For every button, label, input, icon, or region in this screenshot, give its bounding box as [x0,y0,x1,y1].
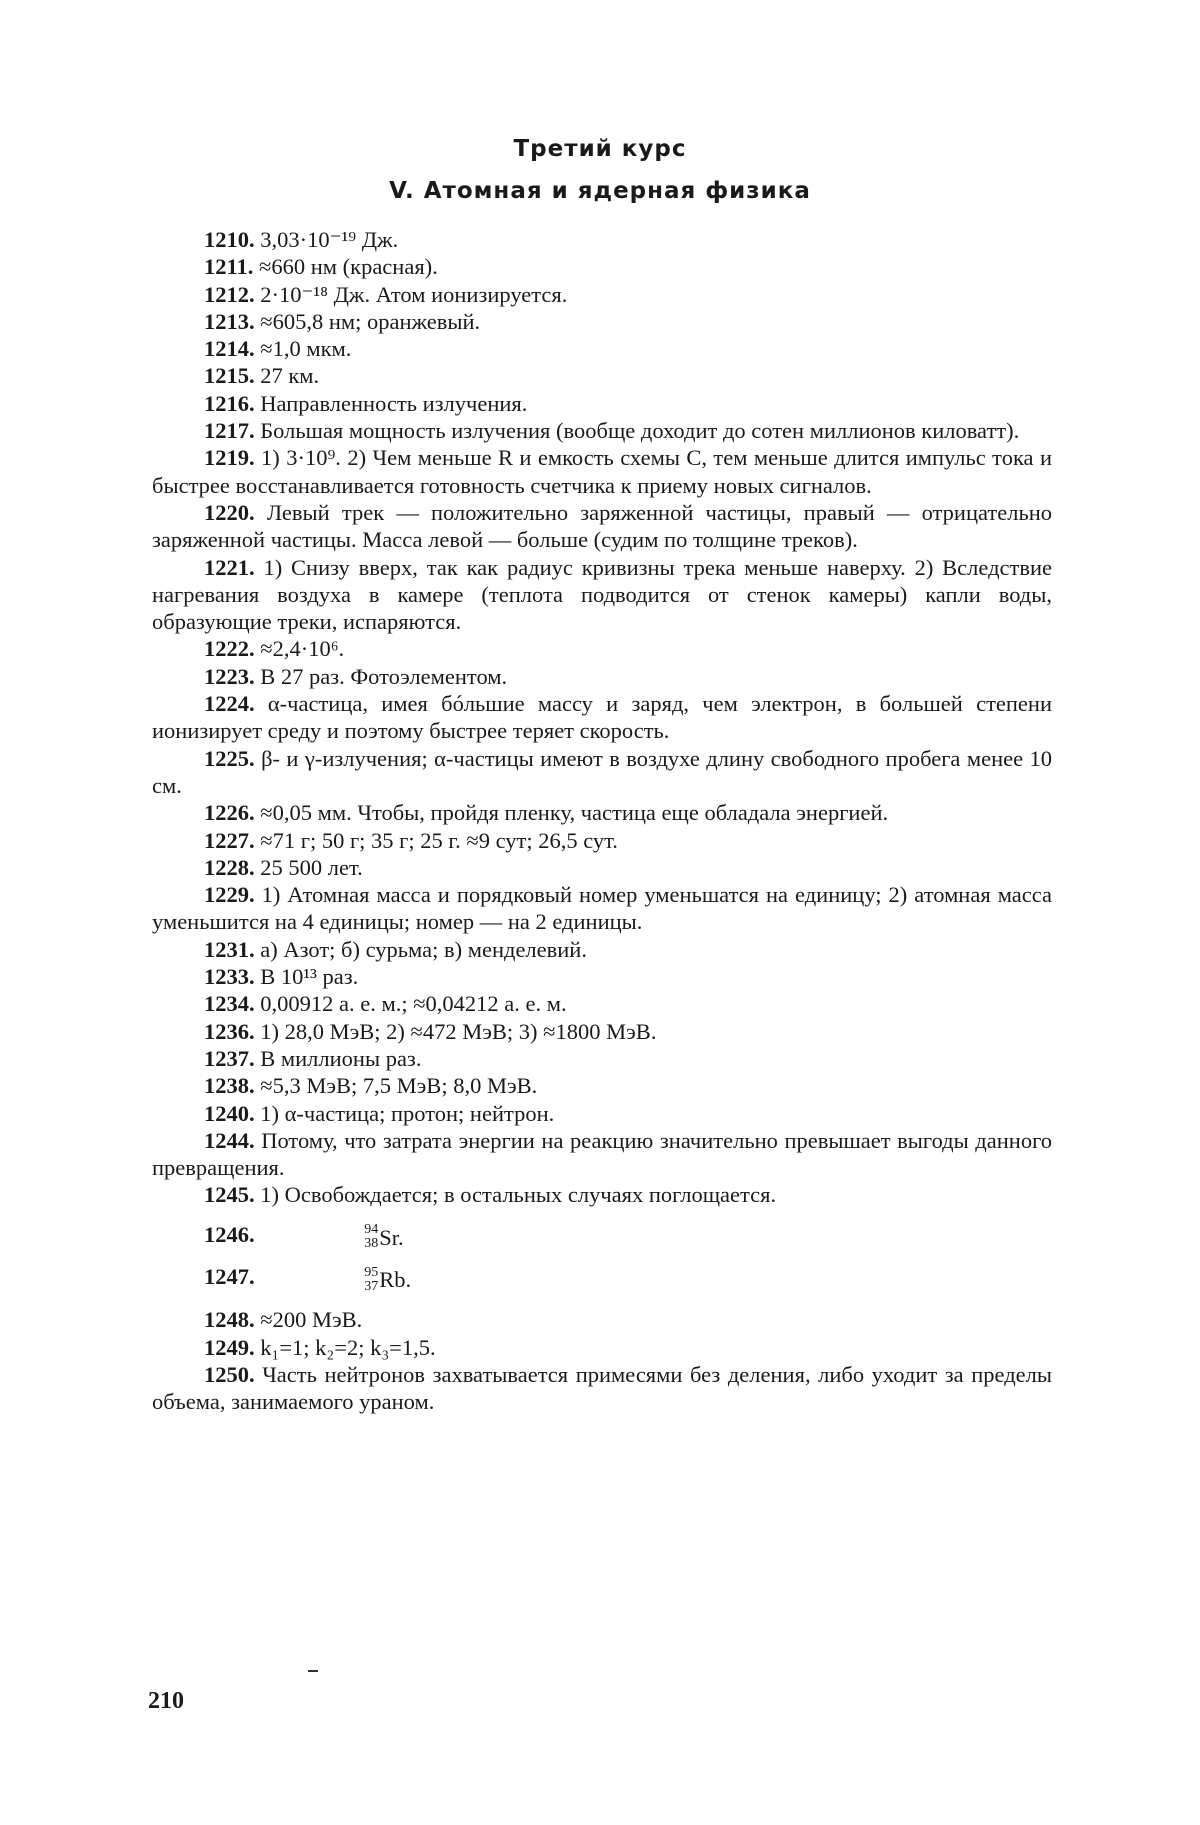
answer-text: 1) Освобождается; в остальных случаях поглощается. [260,1182,777,1208]
answer-item [152,390,1052,417]
answer-text: 1) 28,0 МэВ; 2) ≈472 МэВ; 3) ≈1800 МэВ. [260,1018,657,1044]
answer-item [152,417,1052,444]
answer-text: 1) α-частица; протон; нейтрон. [260,1100,555,1126]
answer-item [152,1306,1052,1333]
answer-text: Часть нейтронов захватывается примесями без деления, либо уходит за пределы объема, занимаемого ураном. [152,1361,1052,1415]
print-mark [308,1670,318,1672]
answer-item [152,881,1052,936]
answer-number: 1219. [204,445,255,471]
answer-number: 1223. [204,663,255,689]
answer-item [152,963,1052,990]
answer-number: 1245. [204,1182,255,1208]
answer-text: В миллионы раз. [260,1045,422,1071]
answer-number: 1236. [204,1018,255,1044]
nuclide-notation [260,1222,403,1252]
answer-item [152,253,1052,280]
answer-item [152,936,1052,963]
answer-text: k₁=1; k₂=2; k₃=1,5. [260,1334,436,1360]
answer-text: 0,00912 а. е. м.; ≈0,04212 а. е. м. [260,991,567,1017]
answer-text: 1) Атомная масса и порядковый номер уменьшатся на единицу; 2) атомная масса уменьшится на 4 единицы; номер — на 2 единицы. [152,882,1052,935]
answer-item [152,362,1052,389]
answer-number: 1244. [204,1127,255,1153]
answer-item [152,308,1052,335]
answer-number: 1228. [204,854,255,880]
answer-item [152,635,1052,662]
page-number: 210 [148,1688,184,1714]
answer-number: 1247. [204,1264,255,1290]
answer-number: 1216. [204,390,255,416]
answer-item [152,226,1052,253]
answer-number: 1217. [204,418,255,444]
answer-item-nuclide [152,1263,1052,1294]
answer-text: В 10¹³ раз. [260,964,359,990]
answer-text: 3,03·10⁻¹⁹ Дж. [260,227,399,252]
answer-item [152,799,1052,826]
answer-item [152,663,1052,690]
answer-number: 1231. [204,936,255,962]
answer-text: 1) Снизу вверх, так как радиус кривизны трека меньше наверху. 2) Вследствие нагревания воздуха в камере (теплота подводится от стенок камеры) капли воды, образующие треки, испаряются. [152,554,1052,635]
answer-item [152,690,1052,745]
answer-number: 1249. [204,1334,255,1360]
answer-item [152,854,1052,881]
answer-text: В 27 раз. Фотоэлементом. [260,663,508,689]
answer-item [152,1334,1052,1361]
answer-text: Потому, что затрата энергии на реакцию значительно превышает выгоды данного превращения. [152,1127,1052,1181]
answer-text: ≈0,05 мм. Чтобы, пройдя пленку, частица еще обладала энергией. [260,800,889,826]
answer-text: ≈71 г; 50 г; 35 г; 25 г. ≈9 сут; 26,5 сут. [260,827,618,853]
isotope-indices [312,1266,378,1294]
answer-number: 1225. [204,745,255,771]
answer-number: 1233. [204,964,255,990]
answer-number: 1220. [204,499,255,525]
mass-number: 95 [364,1265,379,1281]
element-symbol: Sr. [379,1224,404,1250]
answer-text: 1) 3·10⁹. 2) Чем меньше R и емкость схемы C, тем меньше длится импульс тока и быстрее восстанавливается готовность счетчика к приему новых сигналов. [152,445,1052,498]
answer-number: 1250. [204,1361,255,1387]
answer-item [152,499,1052,554]
answer-text: Левый трек — положительно заряженной частицы, правый — отрицательно заряженной частицы. Масса левой — больше (судим по толщине треков). [152,499,1053,553]
answer-number: 1212. [204,281,255,307]
answer-number: 1229. [204,882,255,908]
answer-text: ≈1,0 мкм. [260,336,352,362]
answer-number: 1210. [204,227,255,252]
answer-text: α-частица, имея бóльшие массу и заряд, чем электрон, в большей степени ионизирует среду и поэтому быстрее теряет скорость. [152,691,1052,744]
answer-item [152,1018,1052,1045]
answer-text: а) Азот; б) сурьма; в) менделевий. [260,936,587,962]
answer-item [152,281,1052,308]
answer-item [152,827,1052,854]
answer-item [152,1127,1052,1182]
answer-number: 1224. [204,691,255,717]
answer-text: ≈5,3 МэВ; 7,5 МэВ; 8,0 МэВ. [260,1073,538,1099]
answer-number: 1227. [204,827,255,853]
atomic-number: 37 [364,1279,379,1295]
answer-text: Большая мощность излучения (вообще доходит до сотен миллионов киловатт). [260,418,1020,444]
answer-item [152,1181,1052,1208]
answer-item [152,554,1052,636]
answer-number: 1221. [204,554,255,580]
answer-item [152,444,1052,499]
answer-text: 2·10⁻¹⁸ Дж. Атом ионизируется. [260,281,568,307]
atomic-number: 38 [364,1236,379,1252]
answer-number: 1246. [204,1221,255,1247]
answer-item [152,1045,1052,1072]
answer-text: Направленность излучения. [260,390,528,416]
answers-list [152,226,1052,1415]
answer-item [152,1100,1052,1127]
answer-text: 25 500 лет. [260,854,363,880]
answer-item [152,1361,1052,1416]
answer-number: 1226. [204,800,255,826]
answer-text: 27 км. [260,363,320,389]
answer-number: 1234. [204,991,255,1017]
section-title: V. Атомная и ядерная физика [389,178,811,204]
answer-number: 1238. [204,1073,255,1099]
answer-item [152,745,1052,800]
answer-number: 1215. [204,363,255,389]
answer-number: 1213. [204,308,255,334]
answer-text: β- и γ-излучения; α-частицы имеют в воздухе длину свободного пробега менее 10 см. [152,745,1053,798]
answer-number: 1222. [204,636,255,662]
isotope-indices [312,1223,378,1251]
answer-text: ≈605,8 нм; оранжевый. [260,308,481,334]
answer-item [152,990,1052,1017]
answer-text: ≈2,4·10⁶. [260,636,345,662]
element-symbol: Rb. [379,1267,412,1293]
answer-item [152,335,1052,362]
mass-number: 94 [364,1222,379,1238]
answer-number: 1214. [204,336,255,362]
answer-number: 1237. [204,1045,255,1071]
nuclide-notation [260,1264,411,1294]
answer-text: ≈200 МэВ. [260,1307,363,1333]
answer-text: ≈660 нм (красная). [259,254,438,280]
answer-number: 1211. [204,254,254,280]
course-title: Третий курс [513,136,687,162]
answer-item [152,1072,1052,1099]
answer-item-nuclide [152,1221,1052,1252]
answer-number: 1240. [204,1100,255,1126]
answer-number: 1248. [204,1307,255,1333]
